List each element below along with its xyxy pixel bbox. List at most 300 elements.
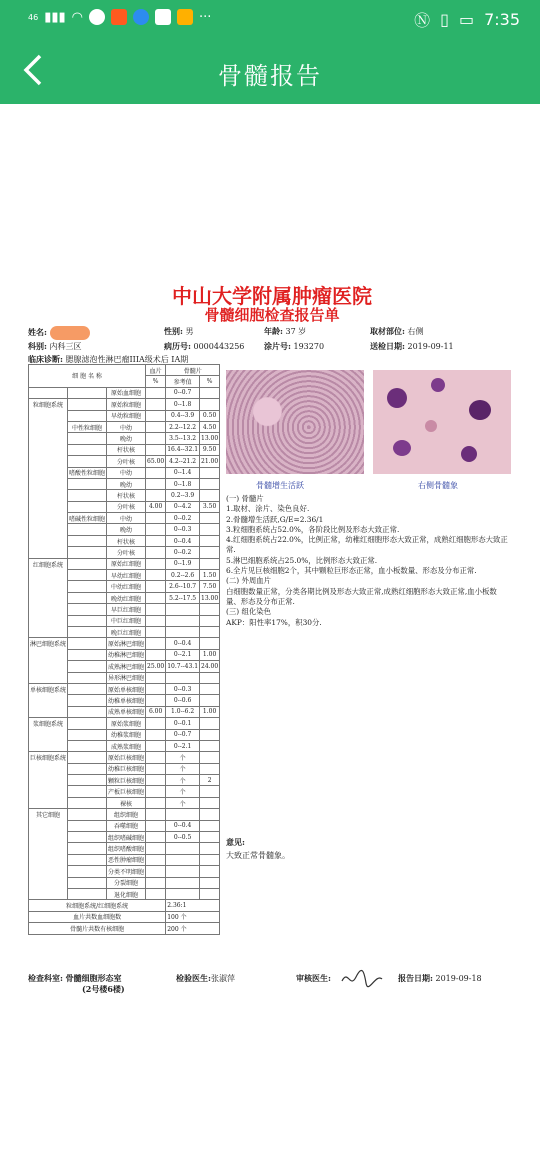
report-document	[28, 280, 516, 1000]
row-ref-range: 2.6--10.7	[166, 581, 200, 592]
row-marrow-pct: 7.50	[200, 581, 220, 592]
row-subgroup	[68, 797, 107, 808]
table-row	[29, 410, 220, 421]
row-subgroup	[68, 501, 107, 512]
row-ref-range	[166, 615, 200, 626]
row-blood-pct	[146, 775, 166, 786]
row-marrow-pct	[200, 604, 220, 615]
row-marrow-pct	[200, 513, 220, 524]
row-marrow-pct: 21.00	[200, 456, 220, 467]
row-marrow-pct	[200, 638, 220, 649]
row-blood-pct	[146, 866, 166, 877]
row-blood-pct	[146, 490, 166, 501]
row-subgroup	[68, 387, 107, 398]
row-blood-pct	[146, 763, 166, 774]
row-marrow-pct	[200, 740, 220, 751]
row-ref-range: 0--0.7	[166, 387, 200, 398]
row-subgroup	[68, 888, 107, 899]
row-blood-pct	[146, 558, 166, 569]
row-subgroup	[68, 877, 107, 888]
row-ref-range: 10.7--43.1	[166, 661, 200, 672]
table-row	[29, 524, 220, 535]
reviewer-signature	[340, 967, 384, 991]
row-marrow-pct	[200, 626, 220, 637]
summary-label: 血片共数血细胞数	[29, 911, 166, 922]
browser-icon	[89, 9, 105, 25]
row-subgroup	[68, 763, 107, 774]
report-date: 报告日期: 2019-09-18	[398, 973, 482, 983]
header-cell-name: 细 胞 名 称	[29, 365, 146, 388]
row-group	[29, 763, 68, 774]
row-ref-range	[166, 626, 200, 637]
row-group: 其它细胞	[29, 809, 68, 820]
header-ref: 参考值	[166, 376, 200, 387]
row-group	[29, 444, 68, 455]
row-marrow-pct	[200, 547, 220, 558]
report-title: 骨髓细胞检查报告单	[204, 306, 340, 324]
row-blood-pct	[146, 729, 166, 740]
row-marrow-pct	[200, 672, 220, 683]
row-subgroup	[68, 592, 107, 603]
row-subgroup	[68, 433, 107, 444]
table-row	[29, 854, 220, 865]
clock: 7:35	[484, 10, 520, 29]
row-group	[29, 843, 68, 854]
table-row	[29, 558, 220, 569]
row-blood-pct: 65.00	[146, 456, 166, 467]
more-notifications-icon: ···	[199, 9, 212, 25]
row-ref-range: 0.2--3.9	[166, 490, 200, 501]
opinion: 意见: 大致正常骨髓象。	[226, 837, 290, 860]
status-bar	[0, 0, 540, 36]
row-blood-pct	[146, 752, 166, 763]
row-marrow-pct	[200, 843, 220, 854]
row-ref-range: 0--2.1	[166, 740, 200, 751]
table-row	[29, 820, 220, 831]
row-group	[29, 706, 68, 717]
row-ref-range: 0--1.8	[166, 478, 200, 489]
row-cell-name: 组织嗜酸细胞	[107, 843, 146, 854]
row-ref-range: 个	[166, 775, 200, 786]
row-blood-pct	[146, 797, 166, 808]
row-marrow-pct	[200, 820, 220, 831]
row-blood-pct	[146, 592, 166, 603]
row-marrow-pct	[200, 718, 220, 729]
row-blood-pct	[146, 535, 166, 546]
row-group	[29, 820, 68, 831]
row-group	[29, 775, 68, 786]
redaction-blur	[50, 326, 90, 340]
summary-row	[29, 900, 220, 911]
row-subgroup	[68, 456, 107, 467]
finding-line: 2.骨髓增生活跃,G/E=2.36/1	[226, 514, 324, 524]
row-cell-name: 原始单核细胞	[107, 683, 146, 694]
row-blood-pct	[146, 695, 166, 706]
row-subgroup	[68, 695, 107, 706]
row-group: 浆细胞系统	[29, 718, 68, 729]
table-row	[29, 740, 220, 751]
row-marrow-pct	[200, 387, 220, 398]
header-blood: 血片	[146, 365, 166, 376]
table-row	[29, 661, 220, 672]
summary-value: 200 个	[166, 923, 220, 934]
row-ref-range: 0--2.1	[166, 649, 200, 660]
app-58-icon	[177, 9, 193, 25]
battery-icon: ▭	[458, 10, 475, 29]
row-blood-pct: 6.00	[146, 706, 166, 717]
header-blood-pct: %	[146, 376, 166, 387]
table-row	[29, 501, 220, 512]
row-group	[29, 513, 68, 524]
table-row	[29, 490, 220, 501]
row-group	[29, 490, 68, 501]
row-subgroup	[68, 706, 107, 717]
row-marrow-pct	[200, 797, 220, 808]
findings-text	[226, 494, 511, 628]
table-row	[29, 535, 220, 546]
row-group	[29, 421, 68, 432]
row-marrow-pct	[200, 683, 220, 694]
summary-row	[29, 911, 220, 922]
hospital-name: 中山大学附属肿瘤医院	[172, 284, 372, 308]
row-cell-name: 幼稚淋巴细胞	[107, 649, 146, 660]
table-row	[29, 832, 220, 843]
row-cell-name: 幼稚巨核细胞	[107, 763, 146, 774]
row-subgroup	[68, 809, 107, 820]
table-row	[29, 843, 220, 854]
row-subgroup	[68, 820, 107, 831]
signal-label: 46	[28, 12, 39, 22]
row-blood-pct	[146, 399, 166, 410]
row-marrow-pct	[200, 399, 220, 410]
table-row	[29, 752, 220, 763]
clinical-diagnosis: 临床诊断: 腮腺滤泡性淋巴瘤IIIA级术后 IA期	[28, 354, 189, 364]
table-row	[29, 433, 220, 444]
row-blood-pct	[146, 547, 166, 558]
row-cell-name: 原始红细胞	[107, 558, 146, 569]
row-ref-range: 0--0.3	[166, 524, 200, 535]
row-subgroup: 嗜碱性粒细胞	[68, 513, 107, 524]
page-title: 骨髓报告	[218, 62, 322, 90]
row-cell-name: 原始粒细胞	[107, 399, 146, 410]
row-cell-name: 早幼红细胞	[107, 570, 146, 581]
finding-line: (二) 外周血片	[226, 576, 272, 586]
row-subgroup	[68, 638, 107, 649]
patient-name: 姓名:	[28, 326, 90, 340]
row-group	[29, 478, 68, 489]
row-subgroup	[68, 843, 107, 854]
row-subgroup	[68, 649, 107, 660]
table-row	[29, 797, 220, 808]
row-blood-pct	[146, 604, 166, 615]
row-group	[29, 535, 68, 546]
row-blood-pct	[146, 888, 166, 899]
row-ref-range: 0--1.8	[166, 399, 200, 410]
lab-department: 检查科室: 骨髓细胞形态室 (2号楼6楼)	[28, 973, 125, 994]
row-cell-name: 分类不明细胞	[107, 866, 146, 877]
row-group	[29, 786, 68, 797]
row-subgroup	[68, 729, 107, 740]
vibrate-icon: ▯	[440, 10, 449, 29]
finding-line: 6.全片见巨核细胞2个，其中颗粒巨形态正常，血小板数量、形态及分布正常.	[226, 566, 477, 576]
row-group	[29, 410, 68, 421]
row-blood-pct	[146, 444, 166, 455]
cell-count-table	[28, 364, 220, 935]
row-group	[29, 729, 68, 740]
table-row	[29, 592, 220, 603]
row-cell-name: 晚幼	[107, 478, 146, 489]
row-ref-range	[166, 866, 200, 877]
row-subgroup	[68, 718, 107, 729]
table-row	[29, 513, 220, 524]
wifi-icon: ◠	[71, 9, 83, 25]
slide-number: 涂片号: 193270	[264, 341, 325, 351]
row-cell-name: 中幼	[107, 421, 146, 432]
table-row	[29, 626, 220, 637]
row-group	[29, 854, 68, 865]
row-group	[29, 456, 68, 467]
row-ref-range: 0--0.2	[166, 513, 200, 524]
row-marrow-pct	[200, 558, 220, 569]
row-group	[29, 467, 68, 478]
row-ref-range: 1.0--6.2	[166, 706, 200, 717]
row-ref-range	[166, 877, 200, 888]
table-row	[29, 695, 220, 706]
row-cell-name: 晚幼红细胞	[107, 592, 146, 603]
row-ref-range	[166, 809, 200, 820]
table-row	[29, 718, 220, 729]
row-blood-pct	[146, 638, 166, 649]
row-cell-name: 退化细胞	[107, 888, 146, 899]
row-cell-name: 晚巨红细胞	[107, 626, 146, 637]
row-cell-name: 吞噬细胞	[107, 820, 146, 831]
row-subgroup	[68, 854, 107, 865]
row-subgroup	[68, 535, 107, 546]
row-marrow-pct: 4.50	[200, 421, 220, 432]
row-subgroup	[68, 444, 107, 455]
row-cell-name: 幼稚单核细胞	[107, 695, 146, 706]
inspector: 检验医生:张淑萍	[176, 973, 235, 983]
record-number: 病历号: 0000443256	[164, 341, 245, 351]
row-marrow-pct: 1.00	[200, 706, 220, 717]
table-row	[29, 570, 220, 581]
row-cell-name: 原始血细胞	[107, 387, 146, 398]
table-row	[29, 683, 220, 694]
row-ref-range: 0--0.4	[166, 820, 200, 831]
marrow-smear-photo-low	[226, 370, 364, 474]
row-ref-range: 0--0.4	[166, 638, 200, 649]
row-cell-name: 原始浆细胞	[107, 718, 146, 729]
row-blood-pct	[146, 809, 166, 820]
row-blood-pct	[146, 854, 166, 865]
row-subgroup	[68, 740, 107, 751]
row-subgroup	[68, 775, 107, 786]
table-row	[29, 399, 220, 410]
table-row	[29, 547, 220, 558]
row-cell-name: 成熟单核细胞	[107, 706, 146, 717]
row-cell-name: 分裂细胞	[107, 877, 146, 888]
row-blood-pct	[146, 820, 166, 831]
row-cell-name: 异形淋巴细胞	[107, 672, 146, 683]
row-cell-name: 组织细胞	[107, 809, 146, 820]
row-group	[29, 797, 68, 808]
row-group	[29, 592, 68, 603]
row-ref-range: 个	[166, 786, 200, 797]
table-row	[29, 775, 220, 786]
row-ref-range: 4.2--21.2	[166, 456, 200, 467]
row-cell-name: 原始巨核细胞	[107, 752, 146, 763]
row-marrow-pct	[200, 832, 220, 843]
row-blood-pct	[146, 615, 166, 626]
row-ref-range: 个	[166, 752, 200, 763]
row-group: 红细胞系统	[29, 558, 68, 569]
row-ref-range	[166, 604, 200, 615]
row-group	[29, 649, 68, 660]
row-blood-pct	[146, 649, 166, 660]
row-marrow-pct	[200, 524, 220, 535]
row-subgroup	[68, 547, 107, 558]
row-blood-pct	[146, 433, 166, 444]
row-group: 粒细胞系统	[29, 399, 68, 410]
row-marrow-pct	[200, 535, 220, 546]
row-blood-pct	[146, 672, 166, 683]
summary-row	[29, 923, 220, 934]
row-cell-name: 原始淋巴细胞	[107, 638, 146, 649]
row-subgroup	[68, 524, 107, 535]
table-row	[29, 706, 220, 717]
row-marrow-pct	[200, 866, 220, 877]
finding-line: 4.红细胞系统占22.0%，比例正常，幼稚红细胞形态大致正常，成熟红细胞形态大致正常.	[226, 535, 508, 555]
row-cell-name: 晚幼	[107, 433, 146, 444]
photo1-caption: 骨髓增生活跃	[256, 481, 304, 490]
finding-line: 3.粒细胞系统占52.0%，各阶段比例及形态大致正常.	[226, 524, 400, 534]
row-group: 单核细胞系统	[29, 683, 68, 694]
row-blood-pct: 4.00	[146, 501, 166, 512]
table-row	[29, 672, 220, 683]
row-subgroup	[68, 490, 107, 501]
video-app-icon	[111, 9, 127, 25]
finding-line: AKP：阳性率17%，积30分.	[226, 617, 322, 627]
row-marrow-pct	[200, 752, 220, 763]
row-subgroup	[68, 683, 107, 694]
row-cell-name: 分叶核	[107, 456, 146, 467]
row-cell-name: 颗粒巨核细胞	[107, 775, 146, 786]
photo2-caption: 右侧骨髓象	[418, 481, 458, 490]
row-group	[29, 615, 68, 626]
finding-line: (三) 组化染色	[226, 607, 272, 617]
row-subgroup	[68, 410, 107, 421]
row-ref-range: 0--0.1	[166, 718, 200, 729]
row-marrow-pct: 0.50	[200, 410, 220, 421]
row-blood-pct	[146, 581, 166, 592]
summary-value: 100 个	[166, 911, 220, 922]
row-group	[29, 524, 68, 535]
row-group: 巨核细胞系统	[29, 752, 68, 763]
summary-value: 2.36:1	[166, 900, 220, 911]
row-marrow-pct	[200, 877, 220, 888]
row-group	[29, 695, 68, 706]
table-row	[29, 387, 220, 398]
row-ref-range	[166, 888, 200, 899]
row-cell-name: 成熟淋巴细胞	[107, 661, 146, 672]
row-marrow-pct	[200, 490, 220, 501]
row-cell-name: 晚幼	[107, 524, 146, 535]
row-cell-name: 杆状核	[107, 490, 146, 501]
row-group	[29, 387, 68, 398]
row-cell-name: 中幼红细胞	[107, 581, 146, 592]
table-row	[29, 604, 220, 615]
row-cell-name: 幼稚浆细胞	[107, 729, 146, 740]
row-cell-name: 早巨红细胞	[107, 604, 146, 615]
row-ref-range: 5.2--17.5	[166, 592, 200, 603]
table-row	[29, 809, 220, 820]
summary-label: 骨髓片共数有核细胞	[29, 923, 166, 934]
row-marrow-pct	[200, 809, 220, 820]
row-blood-pct	[146, 467, 166, 478]
row-ref-range	[166, 672, 200, 683]
row-marrow-pct: 3.50	[200, 501, 220, 512]
table-row	[29, 444, 220, 455]
row-marrow-pct	[200, 729, 220, 740]
weibo-icon	[155, 9, 171, 25]
row-blood-pct	[146, 843, 166, 854]
row-ref-range: 个	[166, 797, 200, 808]
row-marrow-pct	[200, 615, 220, 626]
row-ref-range: 0.2--2.6	[166, 570, 200, 581]
table-row	[29, 888, 220, 899]
row-cell-name: 分叶核	[107, 547, 146, 558]
row-blood-pct	[146, 524, 166, 535]
row-marrow-pct: 1.50	[200, 570, 220, 581]
reviewer: 审核医生:	[296, 973, 331, 983]
row-ref-range: 3.5--13.2	[166, 433, 200, 444]
row-blood-pct	[146, 570, 166, 581]
row-ref-range: 0--0.3	[166, 683, 200, 694]
row-subgroup	[68, 615, 107, 626]
nfc-icon: Ⓝ	[414, 11, 431, 30]
row-cell-name: 分叶核	[107, 501, 146, 512]
row-subgroup	[68, 672, 107, 683]
row-blood-pct	[146, 421, 166, 432]
table-row	[29, 478, 220, 489]
row-cell-name: 杆状核	[107, 535, 146, 546]
row-group	[29, 501, 68, 512]
row-cell-name: 杆状核	[107, 444, 146, 455]
row-blood-pct	[146, 832, 166, 843]
row-subgroup	[68, 399, 107, 410]
marrow-smear-photo-high	[373, 370, 511, 474]
row-cell-name: 组织嗜碱细胞	[107, 832, 146, 843]
row-subgroup	[68, 832, 107, 843]
row-ref-range: 0--0.5	[166, 832, 200, 843]
row-ref-range: 2.2--12.2	[166, 421, 200, 432]
row-blood-pct: 25.00	[146, 661, 166, 672]
row-group	[29, 433, 68, 444]
row-cell-name: 裸核	[107, 797, 146, 808]
header-marrow: 骨髓片	[166, 365, 220, 376]
row-cell-name: 中幼	[107, 513, 146, 524]
row-subgroup	[68, 570, 107, 581]
table-row	[29, 877, 220, 888]
row-subgroup	[68, 558, 107, 569]
row-blood-pct	[146, 513, 166, 524]
table-row	[29, 467, 220, 478]
row-ref-range	[166, 843, 200, 854]
row-marrow-pct	[200, 763, 220, 774]
row-cell-name: 早幼粒细胞	[107, 410, 146, 421]
table-row	[29, 615, 220, 626]
table-header-row	[29, 365, 220, 376]
